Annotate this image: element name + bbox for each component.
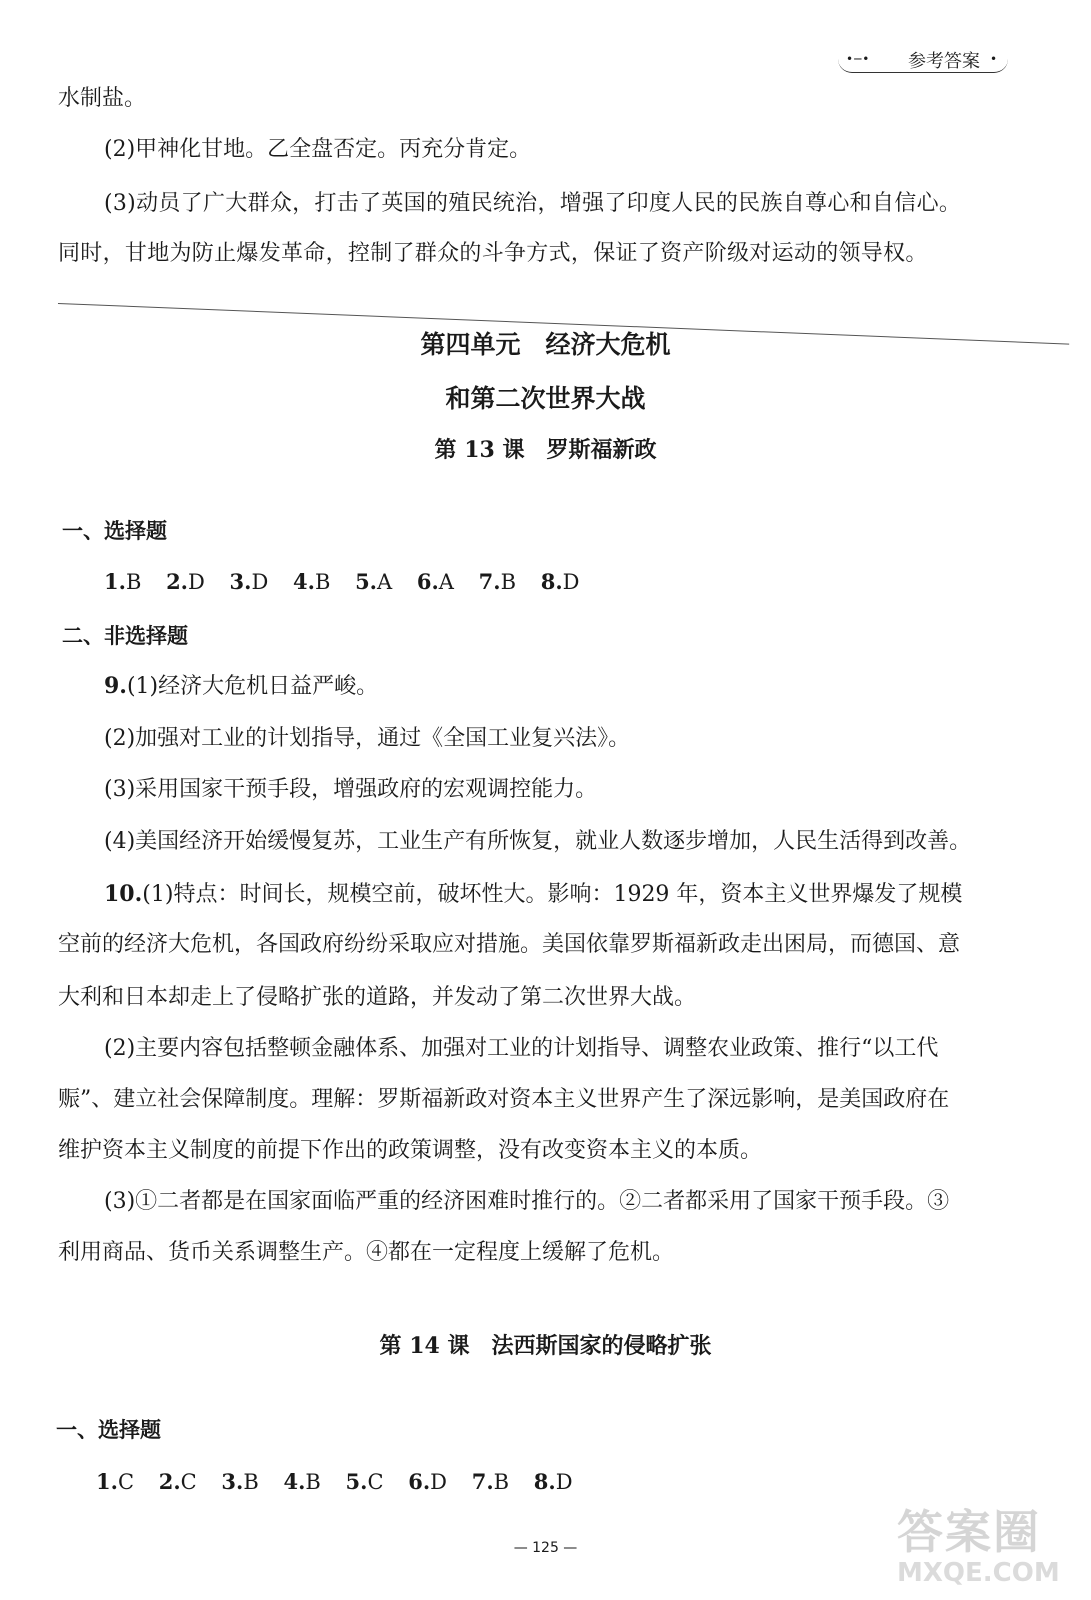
lesson-13-choice-answers (104, 569, 598, 594)
answer-item: 6.A (416, 569, 454, 594)
lesson-13-section-choice: 一、选择题 (62, 519, 167, 543)
answer-item: 4.B (283, 1469, 321, 1494)
unit-title-line-2: 和第二次世界大战 (445, 384, 646, 413)
q9-number: 9. (104, 673, 127, 699)
answer-item: 4.B (293, 569, 331, 594)
carryover-line-1: (2)甲神化甘地。乙全盘否定。丙充分肯定。 (104, 137, 532, 162)
carryover-line-0: 水制盐。 (58, 86, 147, 111)
carryover-line-2: (3)动员了广大群众，打击了英国的殖民统治，增强了印度人民的民族自尊心和自信心。 (104, 191, 962, 216)
answer-item: 2.C (158, 1469, 197, 1494)
answer-item: 8.D (533, 1469, 573, 1494)
answer-item: 3.D (229, 569, 269, 594)
q10-part-1-line-c: 大利和日本却走上了侵略扩张的道路，并发动了第二次世界大战。 (58, 985, 697, 1010)
q10-number: 10. (104, 881, 143, 907)
q10-part-1-line-b: 空前的经济大危机，各国政府纷纷采取应对措施。美国依靠罗斯福新政走出困局，而德国、意 (58, 932, 961, 957)
answer-item: 7.B (471, 1469, 510, 1494)
q9-part-1: 9.(1)经济大危机日益严峻。 (104, 673, 379, 699)
lesson-14-title: 第 14 课 法西斯国家的侵略扩张 (379, 1333, 712, 1359)
header-title: 参考答案 (908, 51, 980, 72)
answer-item: 5.A (355, 569, 393, 594)
header-badge (838, 46, 1008, 73)
decorative-dots-icon: •─• (846, 52, 871, 66)
lesson-13-title: 第 13 课 罗斯福新政 (434, 437, 657, 463)
q10-part-3-line-b: 利用商品、货币关系调整生产。④都在一定程度上缓解了危机。 (58, 1240, 675, 1265)
q10-part-2-line-b: 赈”、建立社会保障制度。理解：罗斯福新政对资本主义世界产生了深远影响，是美国政府在 (58, 1087, 950, 1112)
decorative-dot-icon: • (990, 52, 998, 66)
q9-part-2: (2)加强对工业的计划指导，通过《全国工业复兴法》。 (104, 726, 631, 751)
answer-item: 7.B (478, 569, 517, 594)
q10-part-2-line-a: (2)主要内容包括整顿金融体系、加强对工业的计划指导、调整农业政策、推行“以工代 (104, 1036, 939, 1061)
q10-part-2-line-c: 维护资本主义制度的前提下作出的政策调整，没有改变资本主义的本质。 (58, 1138, 763, 1163)
lesson-14-section-choice: 一、选择题 (56, 1418, 161, 1442)
answer-item: 2.D (166, 569, 205, 594)
watermark-text: 答案圈 (897, 1505, 1041, 1559)
carryover-line-3: 同时，甘地为防止爆发革命，控制了群众的斗争方式，保证了资产阶级对运动的领导权。 (58, 241, 928, 266)
watermark-url: MXQE.COM (897, 1558, 1060, 1588)
answer-item: 5.C (345, 1469, 384, 1494)
lesson-13-section-nonchoice: 二、非选择题 (62, 624, 188, 648)
q10-part-1-line-a: 10.(1)特点：时间长，规模空前，破坏性大。影响：1929 年，资本主义世界爆发了规模 (104, 881, 963, 907)
page-number: — 125 — (513, 1540, 578, 1556)
q9-part-3: (3)采用国家干预手段，增强政府的宏观调控能力。 (104, 777, 598, 802)
lesson-14-choice-answers (96, 1469, 591, 1494)
answer-item: 3.B (221, 1469, 259, 1494)
answer-item: 1.C (96, 1469, 135, 1494)
answer-item: 1.B (104, 569, 142, 594)
answer-item: 8.D (540, 569, 580, 594)
q9-part-4: (4)美国经济开始缓慢复苏，工业生产有所恢复，就业人数逐步增加，人民生活得到改善。 (104, 829, 972, 854)
answer-item: 6.D (408, 1469, 448, 1494)
unit-title-line-1: 第四单元 经济大危机 (420, 330, 671, 359)
watermark-logo (897, 1496, 1060, 1588)
q10-part-3-line-a: (3)①二者都是在国家面临严重的经济困难时推行的。②二者都采用了国家干预手段。③ (104, 1189, 950, 1214)
